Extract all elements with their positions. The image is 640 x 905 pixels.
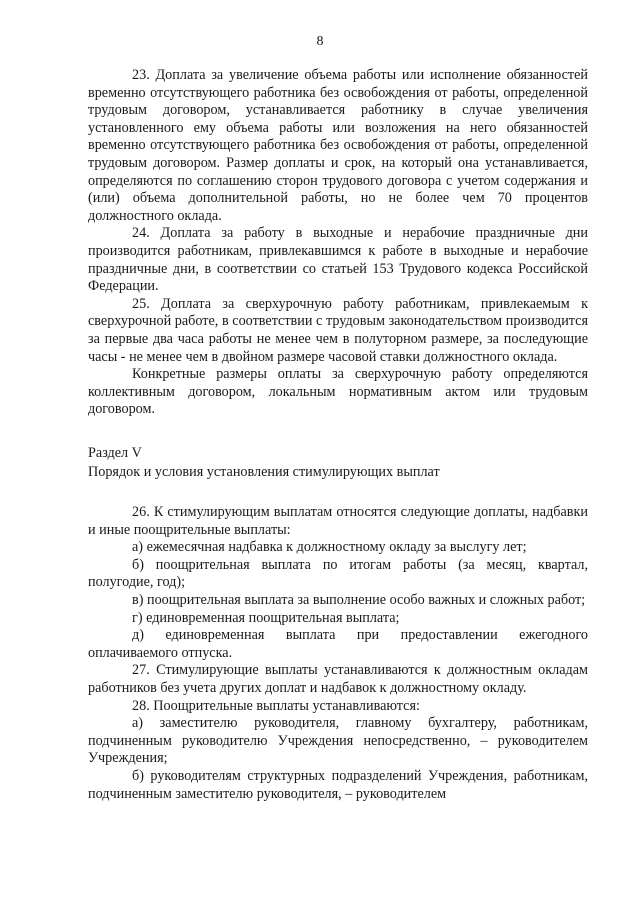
- document-body: [88, 67, 588, 803]
- list-item-b: б) поощрительная выплата по итогам работы (за месяц, квартал, полугодие, год);: [88, 556, 588, 591]
- paragraph-23: 23. Доплата за увеличение объема работы или исполнение обязанностей временно отсутствующего работника без освобождения от работы, определенной трудовым договором, устанавливается работнику в случае увеличения установленного ему объема работы или возложения на него обязанностей временно отсутствующего работника без освобождения от работы, определенной трудовым договором. Размер доплаты и срок, на который она устанавливается, определяются по соглашению сторон трудового договора с учетом содержания и (или) объема дополнительной работы, но не более чем 70 процентов должностного оклада.: [88, 67, 588, 224]
- list-item-28b: б) руководителям структурных подразделений Учреждения, работникам, подчиненным заместителю руководителя, – руководителем: [88, 767, 588, 802]
- paragraph-26: 26. К стимулирующим выплатам относятся следующие доплаты, надбавки и иные поощрительные выплаты:: [88, 504, 588, 538]
- section-title: Порядок и условия установления стимулирующих выплат: [88, 464, 440, 481]
- list-item-v: в) поощрительная выплата за выполнение особо важных и сложных работ;: [132, 592, 586, 609]
- page-number: 8: [316, 34, 324, 49]
- paragraph-27: 27. Стимулирующие выплаты устанавливаются к должностным окладам работников без учета других доплат и надбавок к должностному окладу.: [88, 662, 588, 696]
- list-item-d: д) единовременная выплата при предоставлении ежегодного оплачиваемого отпуска.: [88, 627, 588, 661]
- paragraph-24: 24. Доплата за работу в выходные и нерабочие праздничные дни производится работникам, привлекавшимся к работе в выходные и нерабочие праздничные дни, в соответствии со статьей 153 Трудового кодекса Российской Федерации.: [88, 225, 588, 295]
- list-item-g: г) единовременная поощрительная выплата;: [132, 609, 400, 626]
- section-heading: Раздел V: [88, 444, 142, 461]
- paragraph-overtime-amounts: Конкретные размеры оплаты за сверхурочную работу определяются коллективным договором, локальным нормативным актом или трудовым договором.: [88, 366, 588, 418]
- section-header: [88, 445, 588, 482]
- list-item-a: а) ежемесячная надбавка к должностному окладу за выслугу лет;: [132, 539, 527, 556]
- paragraph-25: 25. Доплата за сверхурочную работу работникам, привлекаемым к сверхурочной работе, в соответствии с трудовым законодательством производится за первые два часа работы не менее чем в полуторном размере, за последующие часы - не менее чем в двойном размере часовой ставки должностного оклада.: [88, 295, 588, 365]
- list-item-28a: а) заместителю руководителя, главному бухгалтеру, работникам, подчиненным руководителю Учреждения непосредственно, – руководителем Учреждения;: [88, 715, 588, 767]
- paragraph-28: 28. Поощрительные выплаты устанавливаются:: [132, 697, 420, 714]
